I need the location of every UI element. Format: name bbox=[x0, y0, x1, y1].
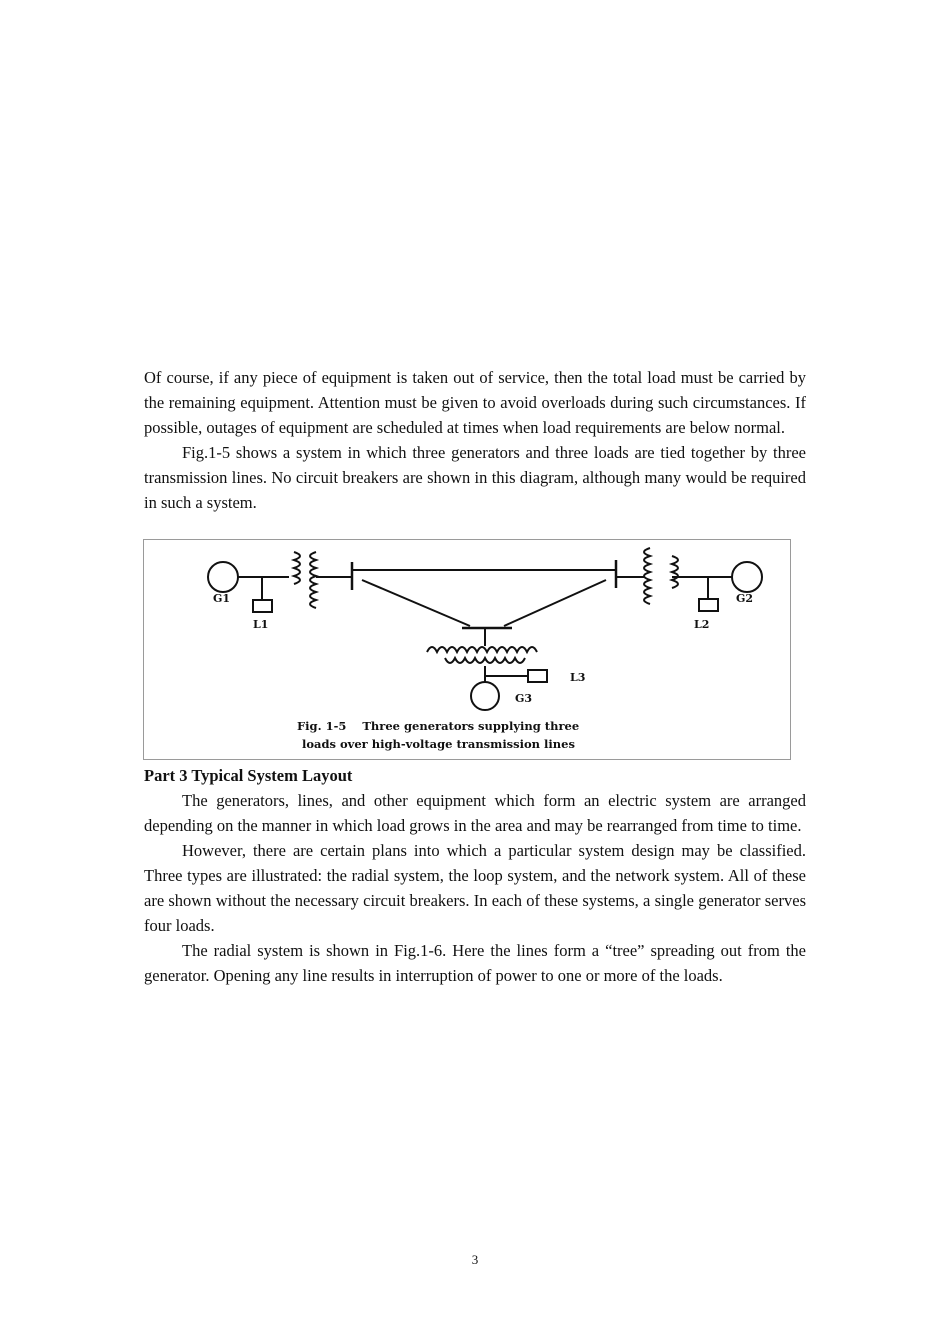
paragraph-equipment-outage: Of course, if any piece of equipment is taken out of service, then the total load must be carried by the remaining equipment. Attention must be given to avoid overloads during such circumstances. If possible, outages of equipment are scheduled at times when load requirements are below normal. bbox=[144, 368, 806, 437]
load-l2-symbol bbox=[699, 599, 718, 611]
section-heading: Part 3 Typical System Layout bbox=[144, 766, 353, 785]
transmission-line-right bbox=[504, 580, 606, 626]
transformer-t1-primary bbox=[294, 552, 300, 584]
transformer-t3-secondary bbox=[445, 658, 525, 663]
transformer-t2-secondary bbox=[672, 556, 678, 588]
generator-g2-symbol bbox=[732, 562, 762, 592]
label-g3: G3 bbox=[515, 692, 533, 705]
transformer-t1-secondary bbox=[310, 552, 316, 608]
label-l2: L2 bbox=[694, 618, 710, 631]
figure-caption-line-1: Fig. 1-5 Three generators supplying three bbox=[297, 719, 580, 733]
transmission-line-left bbox=[362, 580, 470, 626]
paragraph-system-arrangement: The generators, lines, and other equipment which form an electric system are arranged depending on the manner in which load grows in the area and may be rearranged from time to time. bbox=[144, 791, 806, 835]
generator-g1-symbol bbox=[208, 562, 238, 592]
figure-caption-line-2: loads over high-voltage transmission lines bbox=[302, 737, 575, 751]
transformer-t2-primary bbox=[644, 548, 650, 604]
load-l1-symbol bbox=[253, 600, 272, 612]
upper-text-block bbox=[144, 365, 806, 515]
one-line-diagram bbox=[144, 540, 792, 761]
label-g2: G2 bbox=[736, 592, 754, 605]
label-l3: L3 bbox=[570, 671, 586, 684]
load-l3-symbol bbox=[528, 670, 547, 682]
label-l1: L1 bbox=[253, 618, 269, 631]
generator-g3-symbol bbox=[471, 682, 499, 710]
paragraph-radial-system: The radial system is shown in Fig.1-6. Here the lines form a “tree” spreading out from the generator. Opening any line results in interruption of power to one or more of the loads. bbox=[144, 941, 806, 985]
page-number: 3 bbox=[471, 1252, 479, 1267]
transformer-t3-primary bbox=[427, 647, 537, 652]
paragraph-system-types: However, there are certain plans into which a particular system design may be classified. Three types are illustrated: the radial system, the loop system, and the network system. All of these are shown without the necessary circuit breakers. In each of these systems, a single generator serves four loads. bbox=[144, 841, 806, 935]
figure-1-5 bbox=[143, 539, 791, 760]
lower-text-block bbox=[144, 763, 806, 988]
paragraph-fig-1-5-intro: Fig.1-5 shows a system in which three generators and three loads are tied together by three transmission lines. No circuit breakers are shown in this diagram, although many would be required in such a system. bbox=[144, 443, 806, 512]
label-g1: G1 bbox=[213, 592, 231, 605]
